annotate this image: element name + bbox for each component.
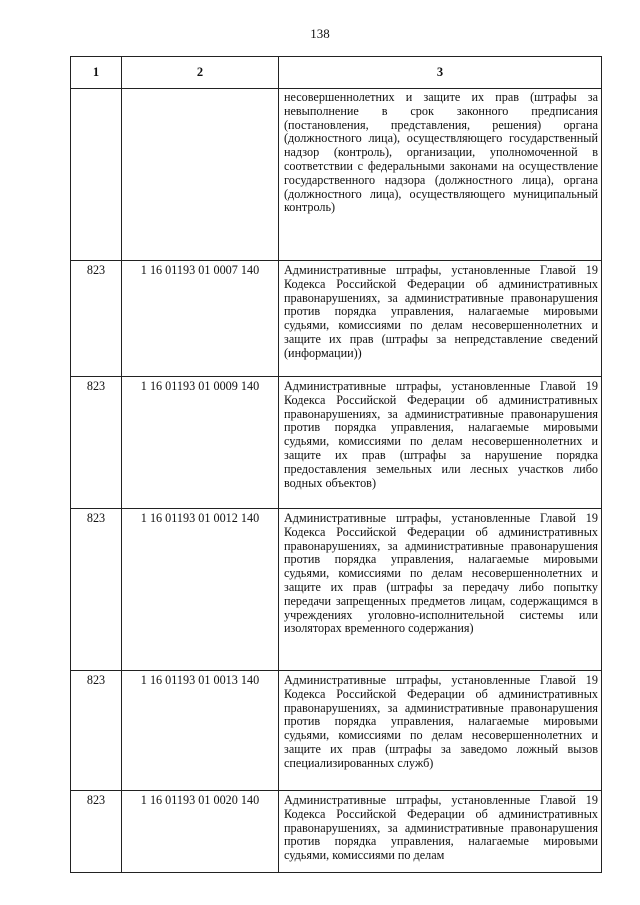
table-header-row <box>71 57 602 89</box>
table-row <box>71 791 602 873</box>
table-row <box>71 509 602 671</box>
budget-code-cell: 1 16 01193 01 0012 140 <box>122 509 279 671</box>
description-cell: Административные штрафы, установленные Главой 19 Кодекса Российской Федерации об административных правонарушениях, за административные правонарушения против порядка управления, налагаемые мировыми судьями, комиссиями по делам несовершеннолетних и защите их прав (штрафы за нарушение порядка предоставления земельных или лесных участков либо водных объектов) <box>279 377 602 509</box>
table-row <box>71 671 602 791</box>
admin-code-cell: 823 <box>71 671 122 791</box>
description-cell: Административные штрафы, установленные Главой 19 Кодекса Российской Федерации об административных правонарушениях, за административные правонарушения против порядка управления, налагаемые мировыми судьями, комиссиями по делам несовершеннолетних и защите их прав (штрафы за передачу либо попытку передачи запрещенных предметов лицам, содержащимся в учреждениях уголовно-исполнительной системы или изоляторах временного содержания) <box>279 509 602 671</box>
description-cell: Административные штрафы, установленные Главой 19 Кодекса Российской Федерации об административных правонарушениях, за административные правонарушения против порядка управления, налагаемые мировыми судьями, комиссиями по делам несовершеннолетних и защите их прав (штрафы за непредставление сведений (информации)) <box>279 261 602 377</box>
budget-code-cell: 1 16 01193 01 0020 140 <box>122 791 279 873</box>
table-row <box>71 261 602 377</box>
column-header-1: 1 <box>71 57 122 89</box>
column-header-2: 2 <box>122 57 279 89</box>
description-cell: Административные штрафы, установленные Главой 19 Кодекса Российской Федерации об административных правонарушениях, за административные правонарушения против порядка управления, налагаемые мировыми судьями, комиссиями по делам несовершеннолетних и защите их прав (штрафы за заведомо ложный вызов специализированных служб) <box>279 671 602 791</box>
column-header-3: 3 <box>279 57 602 89</box>
table-row <box>71 377 602 509</box>
budget-code-cell <box>122 89 279 261</box>
description-cell: Административные штрафы, установленные Главой 19 Кодекса Российской Федерации об административных правонарушениях, за административные правонарушения против порядка управления, налагаемые мировыми судьями, комиссиями по делам <box>279 791 602 873</box>
admin-code-cell: 823 <box>71 509 122 671</box>
page-number: 138 <box>310 26 330 41</box>
admin-code-cell: 823 <box>71 791 122 873</box>
description-cell: несовершеннолетних и защите их прав (штрафы за невыполнение в срок законного предписания (постановления, представления, решения) органа (должностного лица), осуществляющего государственный надзор (контроль), организации, уполномоченной в соответствии с федеральными законами на осуществление государственного надзора (должностного лица), органа (должностного лица), осуществляющего муниципальный контроль) <box>279 89 602 261</box>
budget-code-cell: 1 16 01193 01 0009 140 <box>122 377 279 509</box>
table-row <box>71 89 602 261</box>
fines-table <box>70 56 602 873</box>
admin-code-cell <box>71 89 122 261</box>
budget-code-cell: 1 16 01193 01 0013 140 <box>122 671 279 791</box>
admin-code-cell: 823 <box>71 261 122 377</box>
budget-code-cell: 1 16 01193 01 0007 140 <box>122 261 279 377</box>
admin-code-cell: 823 <box>71 377 122 509</box>
